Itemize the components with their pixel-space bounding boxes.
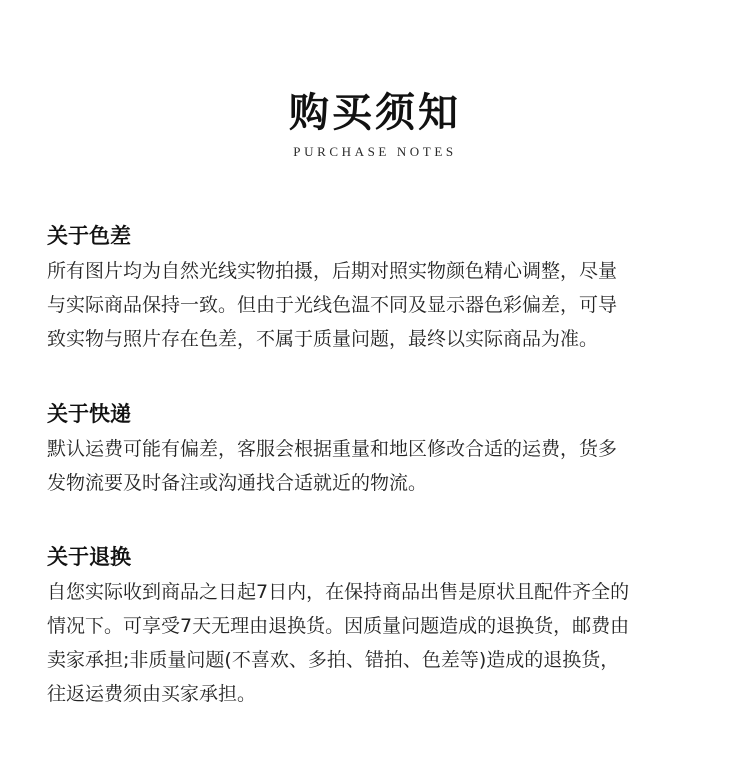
text-line: 默认运费可能有偏差，客服会根据重量和地区修改合适的运费，货多 [47,438,618,460]
section-title-color-difference: 关于色差 [47,224,131,248]
section-title-express: 关于快递 [47,402,131,426]
page-title: 购买须知 [289,89,461,136]
section-body-color-difference [47,254,727,356]
text-line: 往返运费须由买家承担。 [47,683,257,705]
section-body-returns [47,575,727,711]
text-line: 自您实际收到商品之日起7日内，在保持商品出售是原状且配件齐全的 [47,581,630,603]
page-subtitle: PURCHASE NOTES [293,144,457,159]
section-color-difference [47,222,727,356]
text-line: 所有图片均为自然光线实物拍摄，后期对照实物颜色精心调整，尽量 [47,260,618,282]
text-line: 情况下。可享受7天无理由退换货。因质量问题造成的退换货，邮费由 [47,615,630,637]
section-title-returns: 关于退换 [47,545,131,569]
section-body-express [47,432,727,500]
section-express [47,400,727,500]
text-line: 发物流要及时备注或沟通找合适就近的物流。 [47,472,428,494]
section-returns [47,543,727,711]
text-line: 与实际商品保持一致。但由于光线色温不同及显示器色彩偏差，可导 [47,294,618,316]
text-line: 卖家承担;非质量问题(不喜欢、多拍、错拍、色差等)造成的退换货， [47,649,620,671]
page-header [0,88,750,160]
text-line: 致实物与照片存在色差，不属于质量问题，最终以实际商品为准。 [47,328,599,350]
